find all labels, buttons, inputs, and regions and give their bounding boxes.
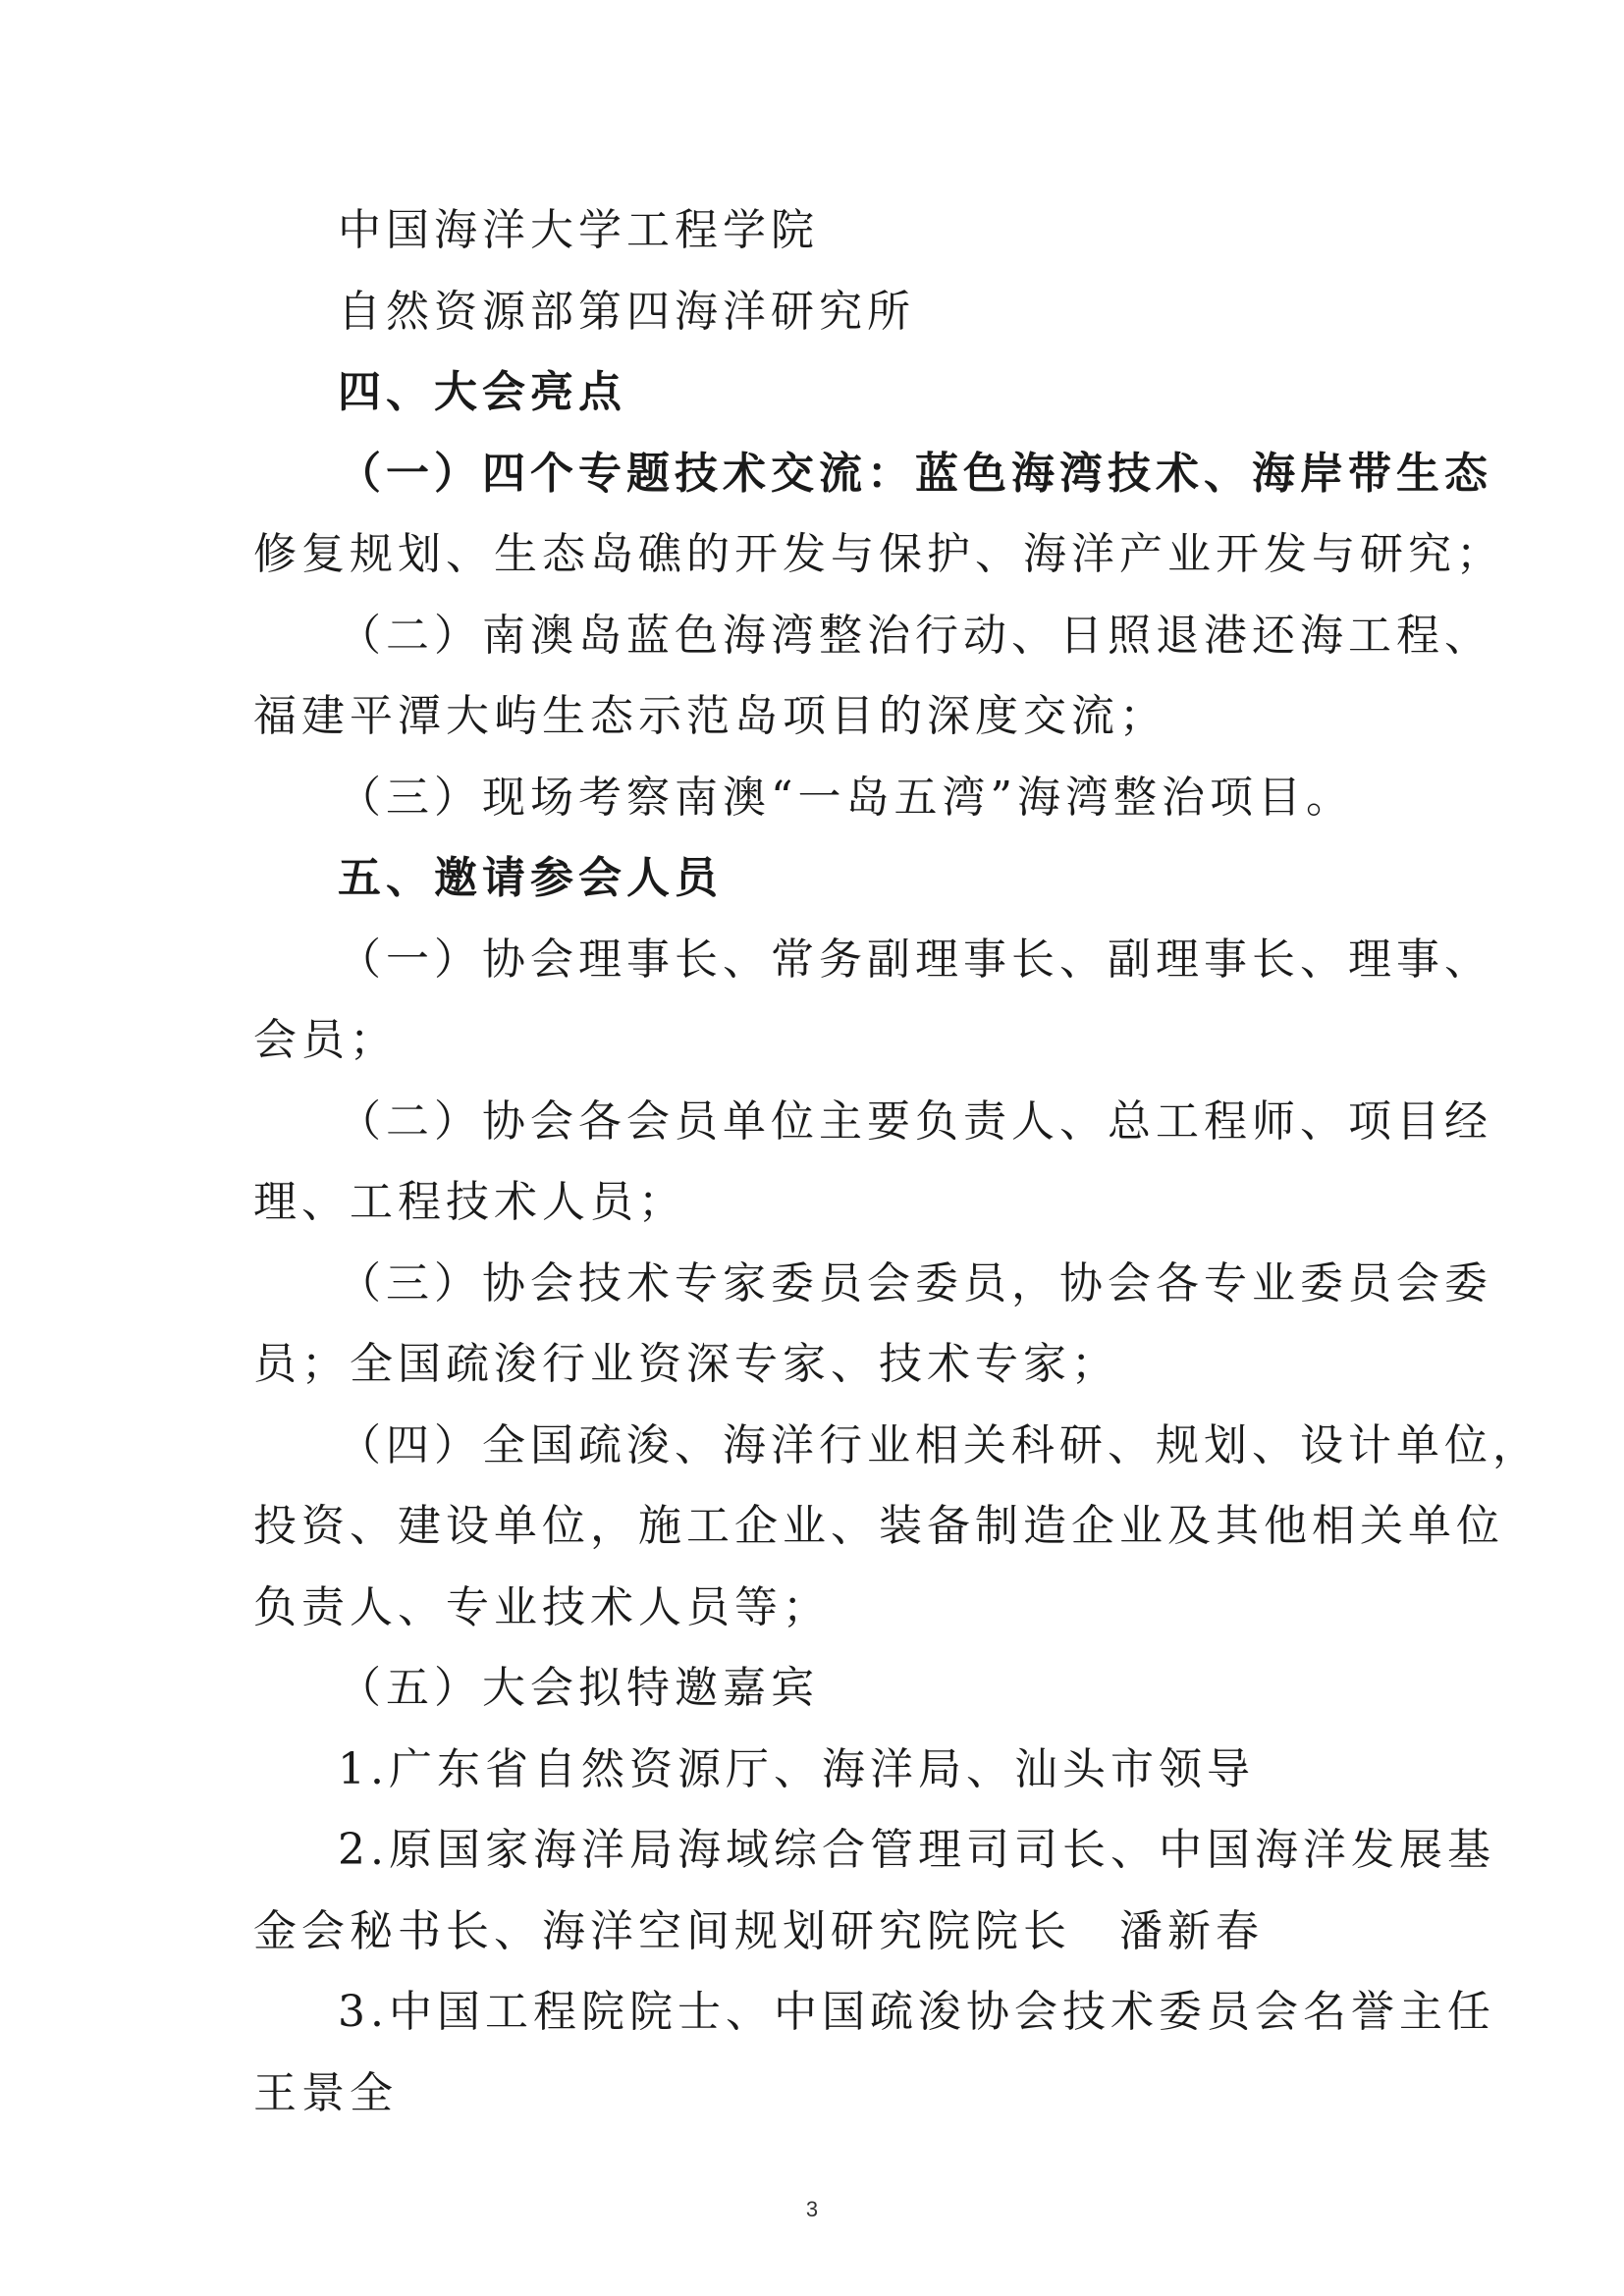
text-line: （二）协会各会员单位主要负责人、总工程师、项目经 (338, 1096, 1492, 1147)
text-line: （二）南澳岛蓝色海湾整治行动、日照退港还海工程、 (338, 611, 1492, 661)
page-number: 3 (805, 2197, 819, 2221)
text-line: 负责人、专业技术人员等； (253, 1582, 831, 1632)
text-line: 投资、建设单位，施工企业、装备制造企业及其他相关单位 (253, 1501, 1504, 1551)
text-line: 王景全 (253, 2068, 398, 2118)
text-line: （四）全国疏浚、海洋行业相关科研、规划、设计单位， (338, 1420, 1541, 1470)
text-line: （三）协会技术专家委员会委员，协会各专业委员会委 (338, 1258, 1492, 1308)
section-heading: 五、邀请参会人员 (338, 853, 723, 903)
text-line: 金会秘书长、海洋空间规划研究院院长 潘新春 (253, 1906, 1264, 1956)
text-line: 修复规划、生态岛礁的开发与保护、海洋产业开发与研究； (253, 529, 1504, 579)
text-line: 员；全国疏浚行业资深专家、技术专家； (253, 1339, 1119, 1389)
text-line: 3.中国工程院院士、中国疏浚协会技术委员会名誉主任 (338, 1987, 1495, 2037)
text-line: 理、工程技术人员； (253, 1177, 686, 1227)
text-line: （一）四个专题技术交流：蓝色海湾技术、海岸带生态 (338, 449, 1492, 499)
section-heading: 四、大会亮点 (338, 367, 626, 417)
text-line: （三）现场考察南澳“一岛五湾”海湾整治项目。 (338, 773, 1354, 823)
text-line: （五）大会拟特邀嘉宾 (338, 1663, 819, 1713)
text-line: 福建平潭大屿生态示范岛项目的深度交流； (253, 691, 1167, 741)
text-line: 2.原国家海洋局海域综合管理司司长、中国海洋发展基 (338, 1825, 1495, 1875)
text-line: （一）协会理事长、常务副理事长、副理事长、理事、 (338, 934, 1492, 985)
text-line: 中国海洋大学工程学院 (338, 205, 819, 255)
text-line: 自然资源部第四海洋研究所 (338, 287, 915, 337)
text-line: 1.广东省自然资源厅、海洋局、汕头市领导 (338, 1744, 1255, 1794)
text-line: 会员； (253, 1015, 398, 1065)
